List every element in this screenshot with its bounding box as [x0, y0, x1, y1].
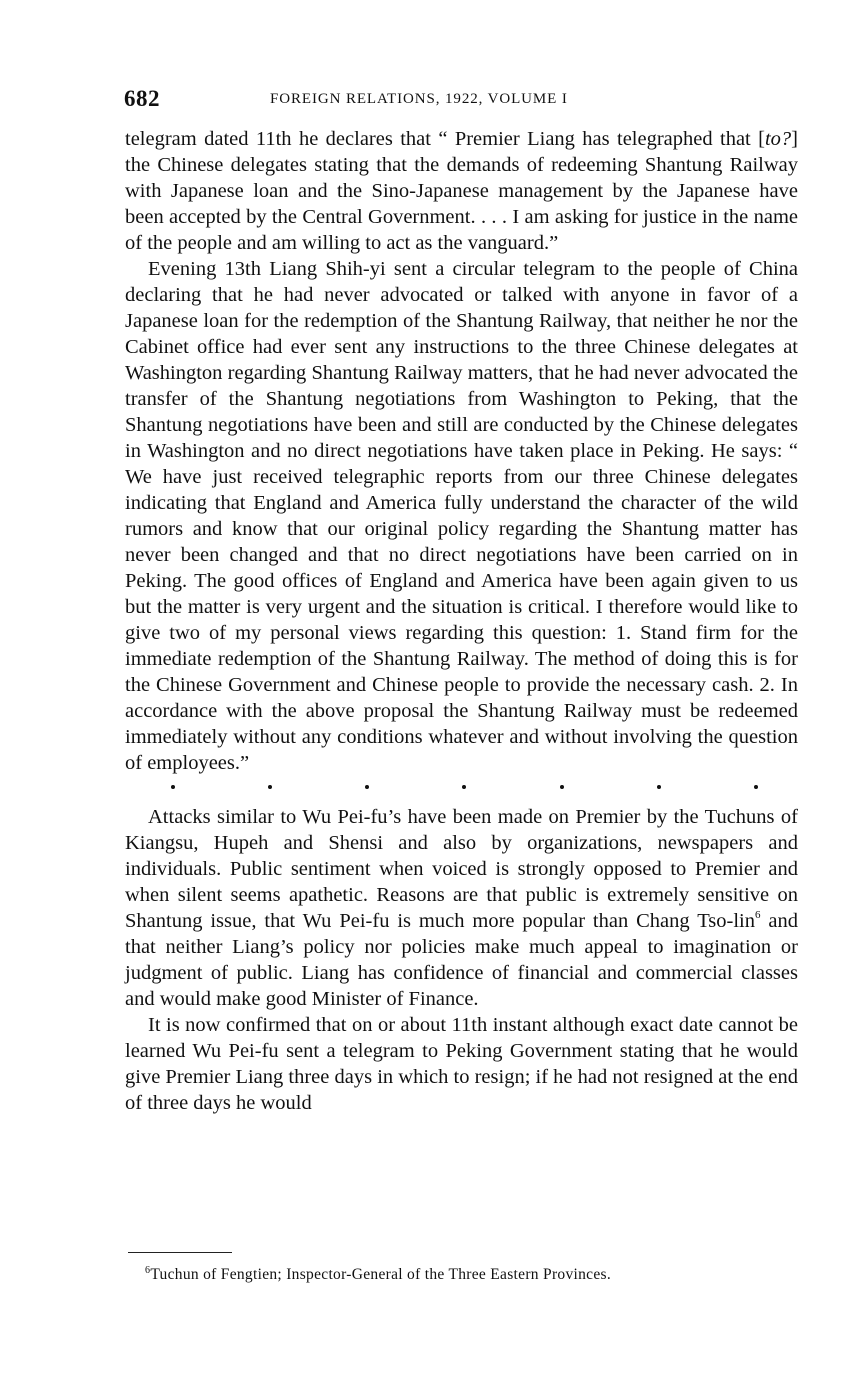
paragraph-liang-telegram: Evening 13th Liang Shih-yi sent a circular telegram to the people of China declaring that he had never advocated or talked with anyone in favor of a Japanese loan for the redemption of the Shantung Railway, that neither he nor the Cabinet office had ever sent any instructions to the three Chinese delegates at Washington regarding Shantung Railway matters, that he had never advocated the transfer of the Shantung negotiations from Washington to Peking, that the Shantung negotiations have been and still are conducted by the Chinese delegates in Washington and no direct negotiations have taken place in Peking. He says: “ We have just received telegraphic reports from our three Chinese delegates indicating that England and America fully understand the character of the wild rumors and know that our original policy regarding the Shantung matter has never been changed and that no direct negotiations have been carried on in Peking. The good offices of England and America have been again given to us but the matter is very urgent and the situation is critical. I therefore would like to give two of my personal views regarding this question: 1. Stand firm for the immediate redemption of the Shantung Railway. The method of doing this is for the Chinese Government and Chinese people to provide the necessary cash. 2. In accordance with the above proposal the Shantung Railway must be redeemed immediately without any conditions whatever and without involving the question of employees.”: [125, 258, 798, 774]
footnote-divider: [128, 1252, 232, 1253]
ellipsis-dot: [365, 785, 369, 789]
editorial-insertion: to?: [764, 128, 792, 150]
page-number: 682: [124, 86, 160, 111]
paragraph-continuation: [125, 126, 798, 256]
paragraph-text: ] the Chinese delegates stating that the demands of redeeming Shantung Railway with Japanese loan and the Sino-Japanese management by the Japanese have been accepted by the Central Government. . . . I am asking for justice in the name of the people and am willing to act as the vanguard.”: [125, 128, 798, 254]
footnote-text: Tuchun of Fengtien; Inspector-General of the Three Eastern Provinces.: [150, 1266, 612, 1283]
ellipsis-dot: [754, 785, 758, 789]
ellipsis-dot: [560, 785, 564, 789]
footnote-reference[interactable]: 6: [754, 909, 761, 921]
ellipsis-dot: [171, 785, 175, 789]
paragraph-wu-peifu-telegram: It is now confirmed that on or about 11th instant although exact date cannot be learned Wu Pei-fu sent a telegram to Peking Government stating that he would give Premier Liang three days in which to resign; if he had not resigned at the end of three days he would: [125, 1014, 798, 1114]
ellipsis-dot: [462, 785, 466, 789]
paragraph-attacks: [125, 804, 798, 1012]
paragraph-text: Attacks similar to Wu Pei-fu’s have been made on Premier by the Tuchuns of Kiangsu, Hupeh and Shensi and also by organizations, newspapers and individuals. Public sentiment when voiced is strongly opposed to Premier and when silent seems apathetic. Reasons are that public is extremely sensitive on Shantung issue, that Wu Pei-fu is much more popular than Chang Tso-lin: [125, 806, 798, 932]
running-title: FOREIGN RELATIONS, 1922, VOLUME I: [270, 91, 568, 107]
footnote: [145, 1266, 611, 1284]
footnote-number: 6: [145, 1265, 151, 1276]
omission-ellipsis: [125, 772, 798, 802]
paragraph-text: telegram dated 11th he declares that “ Premier Liang has telegraphed that [: [125, 128, 765, 150]
ellipsis-dot: [268, 785, 272, 789]
body-text: [125, 126, 798, 1116]
paragraph-text: and that neither Liang’s policy nor policies make much appeal to imagination or judgment of public. Liang has confidence of financial and commercial classes and would make good Minister of Finance.: [125, 910, 798, 1010]
ellipsis-dot: [657, 785, 661, 789]
